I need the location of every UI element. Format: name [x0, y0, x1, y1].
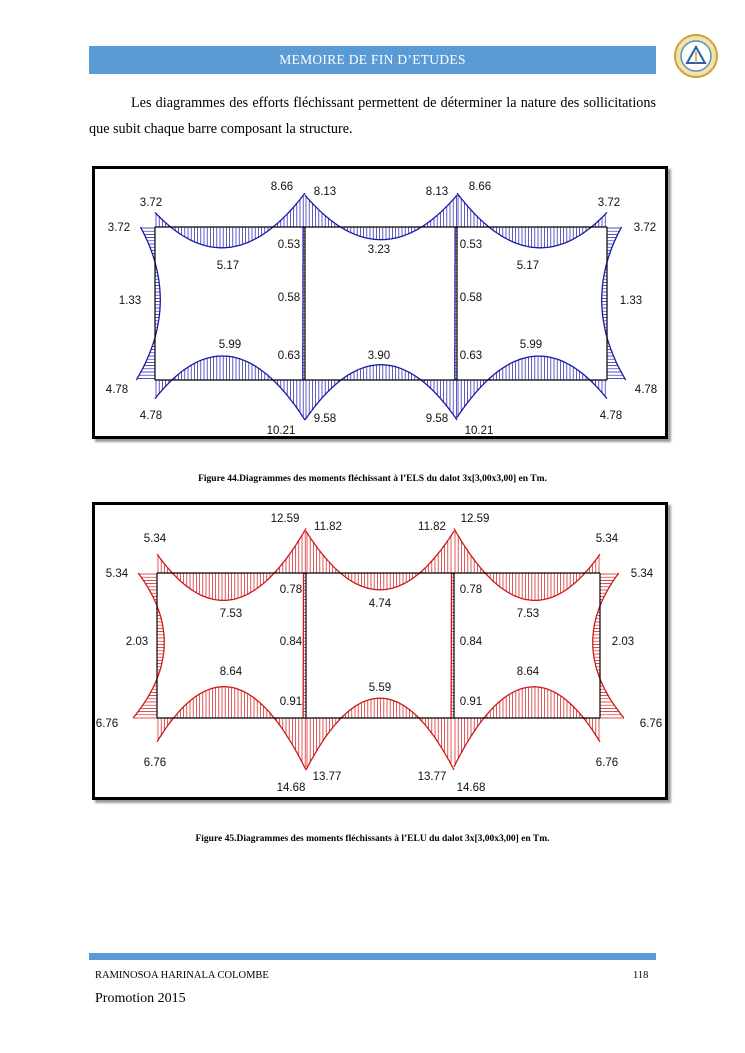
value-label-outer_wall_left: 2.03 — [125, 636, 149, 648]
value-label-bot_span2: 5.59 — [368, 682, 392, 694]
value-label-top_pier1: 0.78 — [279, 584, 303, 596]
footer-page-number: 118 — [633, 970, 649, 981]
school-logo-icon — [673, 33, 719, 79]
footer-bar — [89, 953, 656, 960]
moment-diagram-els — [95, 169, 665, 436]
bottom-slab-span-2-curve — [305, 365, 457, 420]
value-label-top_node2_left: 11.82 — [418, 521, 446, 533]
moment-diagram-elu — [95, 505, 665, 797]
figure-caption-els: Figure 44.Diagrammes des moments fléchissant à l’ELS du dalot 3x[3,00x3,00] en Tm. — [198, 474, 547, 484]
header-title: MEMOIRE DE FIN D’ETUDES — [279, 52, 466, 67]
value-label-bot_node2_left: 13.77 — [417, 771, 447, 783]
value-label-tr_corner_right: 3.72 — [633, 222, 657, 234]
bottom-slab-span-2-curve — [306, 698, 454, 770]
value-label-bot_node2_right: 10.21 — [464, 425, 494, 436]
top-slab-span-2-curve — [305, 195, 457, 240]
value-label-tr_corner_right: 5.34 — [630, 568, 654, 580]
value-label-br_corner_bottom: 6.76 — [595, 757, 619, 769]
value-label-outer_wall_left: 1.33 — [118, 295, 142, 307]
value-label-bot_span1: 8.64 — [219, 666, 243, 678]
value-label-top_node1_right: 8.13 — [313, 186, 337, 198]
figure-els — [92, 166, 668, 439]
bottom-slab-span-3-curve — [457, 356, 607, 417]
value-label-tr_corner_top: 5.34 — [595, 533, 619, 545]
value-label-bl_corner_bottom: 6.76 — [143, 757, 167, 769]
value-label-top_span2: 3.23 — [367, 244, 391, 256]
value-label-top_node2_left: 8.13 — [425, 186, 449, 198]
value-label-bot_pier1: 0.91 — [279, 696, 303, 708]
value-label-top_pier2: 0.78 — [459, 584, 483, 596]
value-label-top_pier1: 0.53 — [277, 239, 301, 251]
value-label-top_span1: 5.17 — [216, 260, 240, 272]
value-label-br_corner_right: 4.78 — [634, 384, 658, 396]
value-label-pier1_mid: 0.58 — [277, 292, 301, 304]
value-label-bl_corner_bottom: 4.78 — [139, 410, 163, 422]
value-label-bot_pier2: 0.63 — [459, 350, 483, 362]
value-label-bot_node1_left: 14.68 — [276, 782, 306, 794]
value-label-tl_corner_left: 3.72 — [107, 222, 131, 234]
value-label-bot_span2: 3.90 — [367, 350, 391, 362]
value-label-bot_span1: 5.99 — [218, 339, 242, 351]
value-label-br_corner_right: 6.76 — [639, 718, 663, 730]
value-label-bot_node2_left: 9.58 — [425, 413, 449, 425]
figure-caption-elu: Figure 45.Diagrammes des moments fléchissants à l’ELU du dalot 3x[3,00x3,00] en Tm. — [195, 834, 550, 844]
figure-elu — [92, 502, 668, 800]
value-label-top_node1_right: 11.82 — [314, 521, 342, 533]
value-label-top_node1_left: 12.59 — [270, 513, 300, 525]
value-label-pier2_mid: 0.58 — [459, 292, 483, 304]
value-label-tl_corner_top: 3.72 — [139, 197, 163, 209]
value-label-top_node2_right: 12.59 — [460, 513, 490, 525]
value-label-bot_node1_right: 13.77 — [312, 771, 342, 783]
header-bar — [89, 46, 656, 74]
value-label-top_span2: 4.74 — [368, 598, 392, 610]
value-label-top_pier2: 0.53 — [459, 239, 483, 251]
value-label-bot_pier2: 0.91 — [459, 696, 483, 708]
value-label-top_node2_right: 8.66 — [468, 181, 492, 193]
value-label-tl_corner_left: 5.34 — [105, 568, 129, 580]
bottom-slab-span-3-hatch — [458, 356, 605, 416]
intro-paragraph: Les diagrammes des efforts fléchissant permettent de déterminer la nature des sollicitations que subit chaque barre composant la structure. — [89, 95, 656, 137]
value-label-pier1_mid: 0.84 — [279, 636, 303, 648]
value-label-top_span1: 7.53 — [219, 608, 243, 620]
bottom-slab-span-1-hatch — [156, 356, 303, 417]
value-label-bot_pier1: 0.63 — [277, 350, 301, 362]
bottom-slab-span-1-curve — [155, 356, 305, 420]
footer-author: RAMINOSOA HARINALA COLOMBE — [95, 970, 269, 981]
value-label-pier2_mid: 0.84 — [459, 636, 483, 648]
footer-promotion: Promotion 2015 — [95, 991, 186, 1006]
value-label-bl_corner_left: 4.78 — [105, 384, 129, 396]
value-label-top_span3: 7.53 — [516, 608, 540, 620]
value-label-bot_span3: 8.64 — [516, 666, 540, 678]
value-label-top_node1_left: 8.66 — [270, 181, 294, 193]
value-label-bot_node1_right: 9.58 — [313, 413, 337, 425]
value-label-tr_corner_top: 3.72 — [597, 197, 621, 209]
value-label-outer_wall_right: 2.03 — [611, 636, 635, 648]
value-label-bot_span3: 5.99 — [519, 339, 543, 351]
value-label-tl_corner_top: 5.34 — [143, 533, 167, 545]
value-label-br_corner_bottom: 4.78 — [599, 410, 623, 422]
value-label-outer_wall_right: 1.33 — [619, 295, 643, 307]
value-label-bot_node2_right: 14.68 — [456, 782, 486, 794]
value-label-bot_node1_left: 10.21 — [266, 425, 296, 436]
value-label-bl_corner_left: 6.76 — [95, 718, 119, 730]
top-slab-span-2-curve — [306, 531, 454, 590]
value-label-top_span3: 5.17 — [516, 260, 540, 272]
